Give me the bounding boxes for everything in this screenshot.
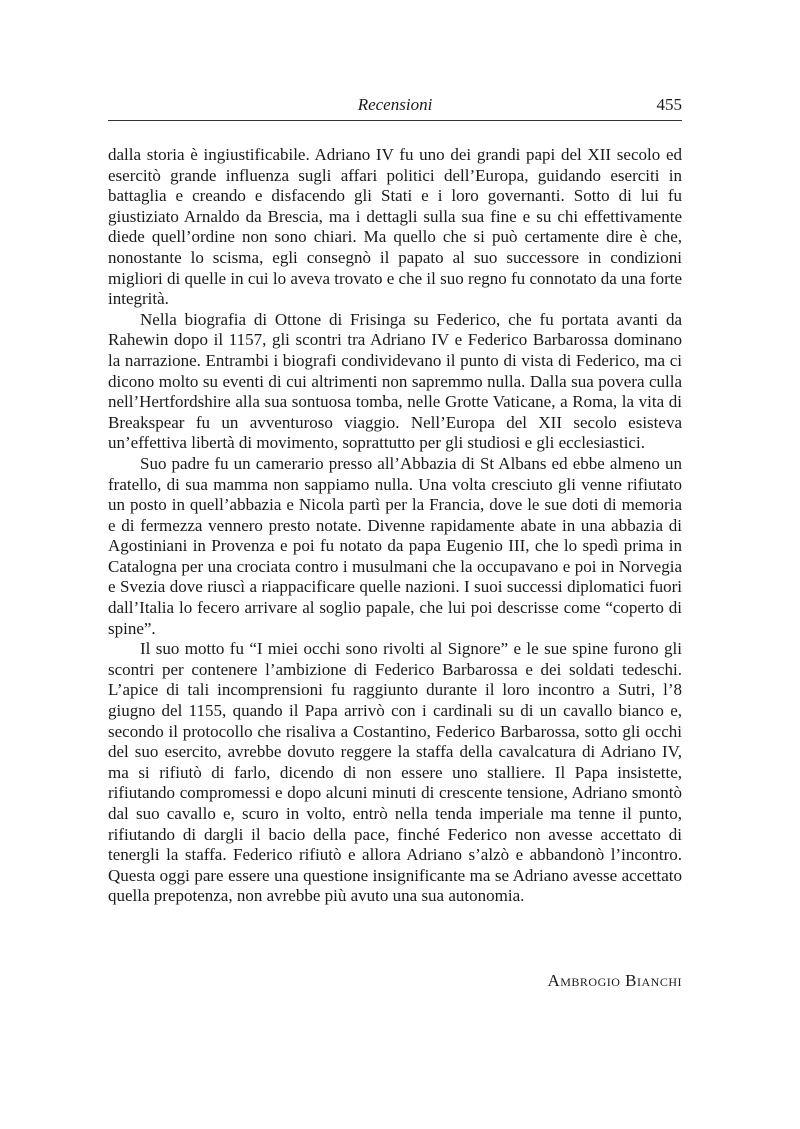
review-body: [108, 145, 682, 907]
paragraph-4: Il suo motto fu “I miei occhi sono rivolti al Signore” e le sue spine furono gli scontri per contenere l’ambizione di Federico Barbarossa e dei soldati tedeschi. L’apice di tali incomprensioni fu raggiunto durante il loro incontro a Sutri, l’8 giugno del 1155, quando il Papa arrivò con i cardinali su di un cavallo bianco e, secondo il protocollo che risaliva a Costantino, Federico Barbarossa, sotto gli occhi del suo esercito, avrebbe dovuto reggere la staffa della cavalcatura di Adriano IV, ma si rifiutò di farlo, dicendo di non essere uno stalliere. Il Papa insistette, rifiutando compromessi e dopo alcuni minuti di crescente tensione, Adriano smontò dal suo cavallo e, scuro in volto, entrò nella tenda imperiale ma tenne il punto, rifiutando di dargli il bacio della pace, finché Federico non avesse accettato di tenergli la staffa. Federico rifiutò e allora Adriano s’alzò e abbandonò l’incontro. Questa oggi pare essere una questione insignificante ma se Adriano avesse accettato quella prepotenza, non avrebbe più avuto una sua autonomia.: [108, 639, 682, 906]
paragraph-1: dalla storia è ingiustificabile. Adriano IV fu uno dei grandi papi del XII secolo ed esercitò grande influenza sugli affari politici dell’Europa, guidando eserciti in battaglia e creando e disfacendo gli Stati e i loro governanti. Sotto di lui fu giustiziato Arnaldo da Brescia, ma i dettagli sulla sua fine e su chi effettivamente diede quell’ordine non sono chiari. Ma quello che si può certamente dire è che, nonostante lo scisma, egli consegnò il papato al suo successore in condizioni migliori di quelle in cui lo aveva trovato e che il suo regno fu connotato da una forte integrità.: [108, 145, 682, 309]
paragraph-2: Nella biografia di Ottone di Frisinga su Federico, che fu portata avanti da Rahewin dopo il 1157, gli scontri tra Adriano IV e Federico Barbarossa dominano la narrazione. Entrambi i biografi condividevano il punto di vista di Federico, ma ci dicono molto su eventi di cui altrimenti non sapremmo nulla. Dalla sua povera culla nell’Hertfordshire alla sua sontuosa tomba, nelle Grotte Vaticane, a Roma, la vita di Breakspear fu un avventuroso viaggio. Nell’Europa del XII secolo esisteva un’effettiva libertà di movimento, soprattutto per gli studiosi e gli ecclesiastici.: [108, 309, 682, 453]
paragraph-3: Suo padre fu un camerario presso all’Abbazia di St Albans ed ebbe almeno un fratello, di sua mamma non sappiamo nulla. Una volta cresciuto gli venne rifiutato un posto in quell’abbazia e Nicola partì per la Francia, dove le sue doti di memoria e di fermezza vennero presto notate. Divenne rapidamente abate in una abbazia di Agostiniani in Provenza e poi fu notato da papa Eugenio III, che lo spedì prima in Catalogna per una crociata contro i musulmani che la occupavano e poi in Norvegia e Svezia dove riuscì a riappacificare quelle nazioni. I suoi successi diplomatici fuori dall’Italia lo fecero arrivare al soglio papale, che lui poi descrisse come “coperto di spine”.: [108, 453, 682, 638]
running-title: Recensioni: [357, 95, 433, 114]
running-head: [108, 94, 682, 120]
header-rule: [108, 120, 682, 121]
review-author-signature: Ambrogio Bianchi: [547, 971, 682, 990]
page-number: 455: [656, 95, 682, 114]
